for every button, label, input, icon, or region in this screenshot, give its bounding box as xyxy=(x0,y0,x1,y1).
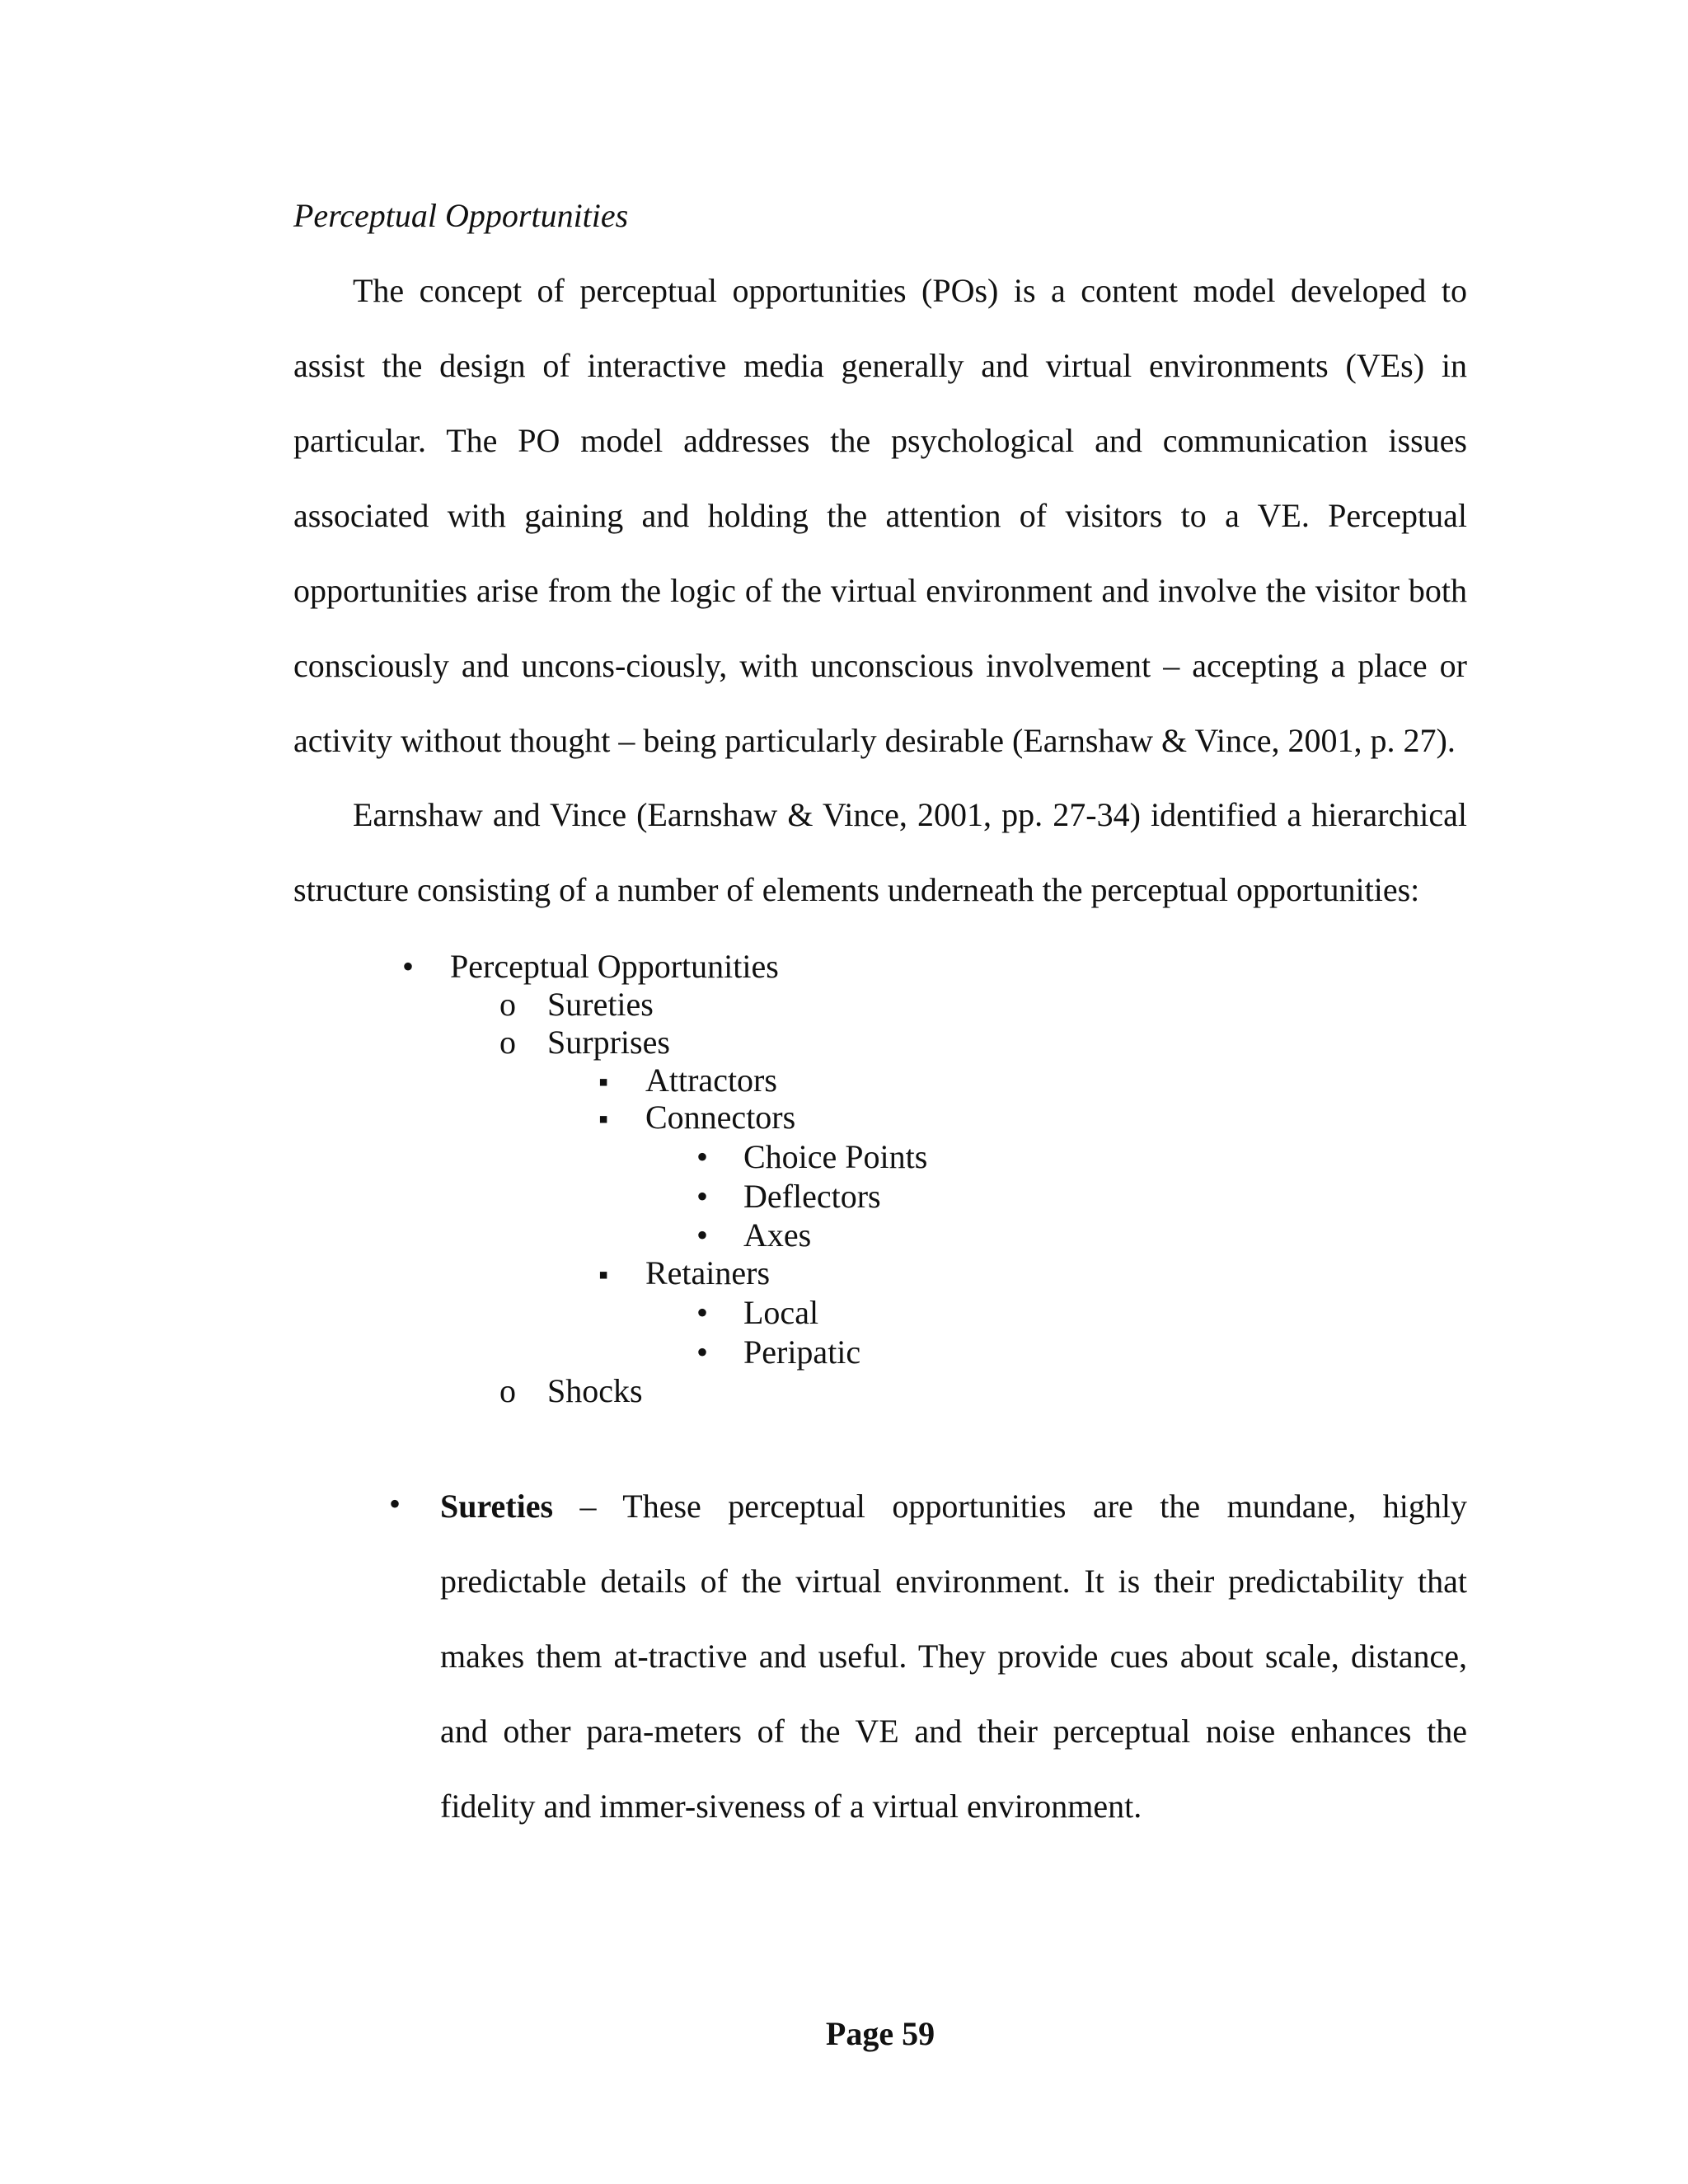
outline-item-local: Local xyxy=(743,1294,819,1331)
outline-item-attractors: Attractors xyxy=(645,1062,777,1099)
outline-item-perceptual-opportunities: Perceptual Opportunities xyxy=(450,948,779,985)
bullet-disc-marker xyxy=(696,1332,708,1373)
bullet-disc-marker xyxy=(696,1137,708,1178)
outline-item-surprises: Surprises xyxy=(547,1024,670,1061)
page-number: Page 59 xyxy=(825,2015,935,2052)
bullet-disc-marker xyxy=(696,1176,708,1217)
outline-item-shocks: Shocks xyxy=(547,1372,643,1409)
outline-item-sureties: Sureties xyxy=(547,986,654,1023)
outline-item-retainers: Retainers xyxy=(645,1254,771,1291)
bullet-circle-marker xyxy=(499,1371,516,1412)
sureties-term: Sureties xyxy=(440,1488,554,1525)
paragraph-structure: Earnshaw and Vince (Earnshaw & Vince, 2001, pp. 27-34) identified a hierarchical structure consisting of a number of elements underneath the perceptual opportunities: xyxy=(293,796,1467,908)
sureties-description xyxy=(440,1469,1467,1844)
paragraph-intro: The concept of perceptual opportunities (POs) is a content model developed to assist the design of interactive media generally and virtual environments (VEs) in particular. The PO model addresses the psychological and communication issues associated with gaining and holding the attention of visitors to a VE. Perceptual opportunities arise from the logic of the virtual environment and involve the visitor both consciously and uncons-ciously, with unconscious involvement – accepting a place or activity without thought – being particularly desirable (Earnshaw & Vince, 2001, p. 27). xyxy=(293,272,1467,759)
bullet-square-marker xyxy=(598,1253,608,1296)
outline-item-connectors: Connectors xyxy=(645,1099,796,1136)
sureties-text: – These perceptual opportunities are the mundane, highly predictable details of the virtual environment. It is their predictability that makes them at-tractive and useful. They provide cues about scale, distance, and other para-meters of the VE and their perceptual noise enhances the fidelity and immer-siveness of a virtual environment. xyxy=(440,1488,1467,1825)
section-heading: Perceptual Opportunities xyxy=(293,197,629,234)
outline-item-deflectors: Deflectors xyxy=(743,1178,881,1215)
outline-item-peripatic: Peripatic xyxy=(743,1333,861,1371)
bullet-disc-marker: • xyxy=(389,1485,401,1522)
bullet-circle-marker xyxy=(499,984,516,1025)
bullet-disc-marker xyxy=(696,1292,708,1333)
bullet-disc-marker xyxy=(696,1215,708,1256)
bullet-square-marker xyxy=(598,1097,608,1141)
bullet-disc-marker xyxy=(402,946,414,987)
outline-item-axes: Axes xyxy=(743,1216,812,1254)
bullet-circle-marker xyxy=(499,1022,516,1063)
outline-item-choice-points: Choice Points xyxy=(743,1138,928,1175)
